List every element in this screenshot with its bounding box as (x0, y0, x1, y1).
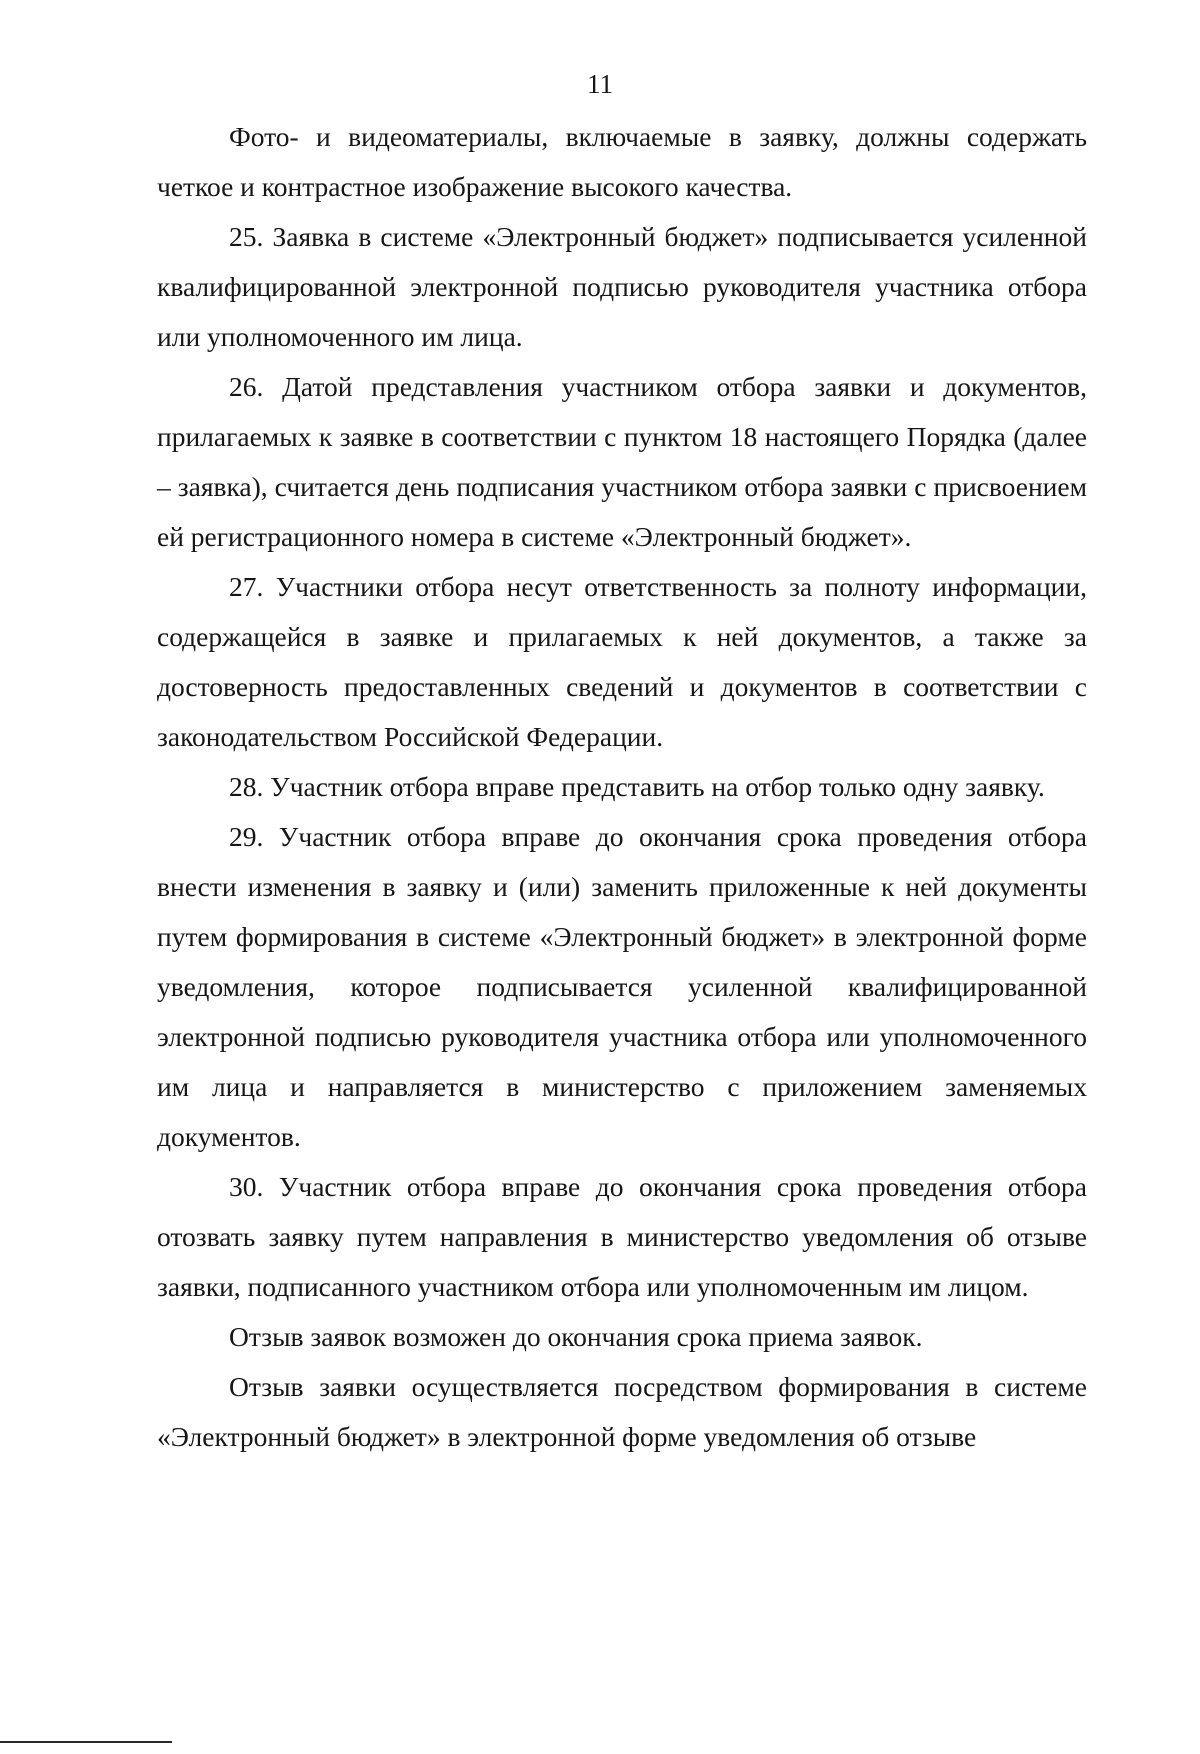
scan-edge-line (0, 1741, 172, 1743)
page-number: 11 (587, 69, 613, 99)
document-body (157, 112, 1087, 1462)
paragraph-item-28: 28. Участник отбора вправе представить на отбор только одну заявку. (229, 771, 1045, 802)
paragraph-withdrawal-deadline: Отзыв заявок возможен до окончания срока приема заявок. (229, 1321, 923, 1352)
paragraph-photo-video: Фото- и видеоматериалы, включаемые в заявку, должны содержать четкое и контрастное изображение высокого качества. (157, 121, 1087, 202)
paragraph-item-30: 30. Участник отбора вправе до окончания срока проведения отбора отозвать заявку путем направления в министерство уведомления об отзыве заявки, подписанного участником отбора или уполномоченным им лицом. (157, 1171, 1087, 1302)
paragraph-withdrawal-procedure: Отзыв заявки осуществляется посредством формирования в системе «Электронный бюджет» в электронной форме уведомления об отзыве (157, 1371, 1087, 1452)
paragraph-item-29: 29. Участник отбора вправе до окончания срока проведения отбора внести изменения в заявку и (или) заменить приложенные к ней документы путем формирования в системе «Электронный бюджет» в электронной форме уведомления, которое подписывается усиленной квалифицированной электронной подписью руководителя участника отбора или уполномоченного им лица и направляется в министерство с приложением заменяемых документов. (157, 821, 1087, 1152)
paragraph-item-25: 25. Заявка в системе «Электронный бюджет» подписывается усиленной квалифицированной электронной подписью руководителя участника отбора или уполномоченного им лица. (157, 221, 1087, 352)
paragraph-item-26: 26. Датой представления участником отбора заявки и документов, прилагаемых к заявке в соответствии с пунктом 18 настоящего Порядка (далее – заявка), считается день подписания участником отбора заявки с присвоением ей регистрационного номера в системе «Электронный бюджет». (157, 371, 1087, 552)
paragraph-item-27: 27. Участники отбора несут ответственность за полноту информации, содержащейся в заявке и прилагаемых к ней документов, а также за достоверность предоставленных сведений и документов в соответствии с законодательством Российской Федерации. (157, 571, 1087, 752)
